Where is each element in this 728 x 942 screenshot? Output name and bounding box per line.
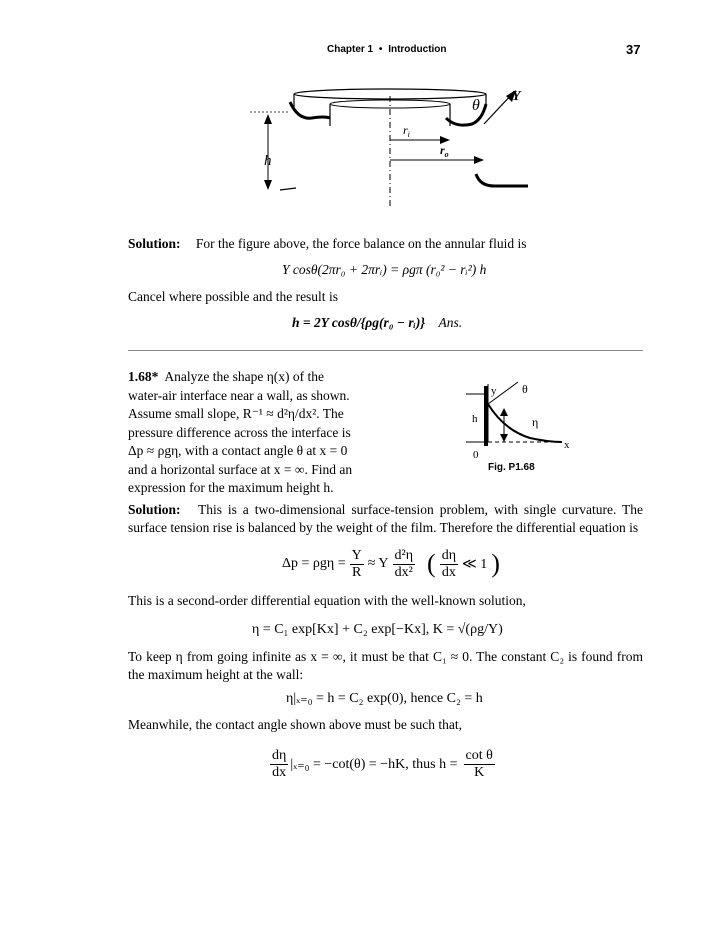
pressure-equation: Δp = ρgη = $\frac{Y}{R}$ ≈ Y $\frac{\text{d²η}}{\text{dx²}}$ ( $\frac{d\eta}{dx}$ ≪ 1 ) xyxy=(282,547,500,580)
wall-height-equation: η|ₓ₌₀ = h = C₂ exp(0), hence C₂ = h xyxy=(286,691,483,706)
h-label: h xyxy=(264,153,272,169)
h-label: h xyxy=(472,413,478,425)
solution2-paragraph: Solution: This is a two-dimensional surface-tension problem, with single curvature. The surface tension rise is balanced by the weight of the film. Therefore the differential equation is xyxy=(128,502,643,535)
force-balance-equation: Y cosθ(2πr₀ + 2πrᵢ) = ρgπ (r₀² − rᵢ²) h xyxy=(282,262,487,277)
cancel-text: Cancel where possible and the result is xyxy=(128,289,338,304)
theta-label: θ xyxy=(472,97,480,114)
solution-label: Solution: xyxy=(128,502,181,517)
contact-angle-text: Meanwhile, the contact angle shown above must be such that, xyxy=(128,717,463,732)
running-header xyxy=(327,44,447,55)
wall-meniscus-figure xyxy=(460,380,580,480)
x-axis-label: x xyxy=(564,439,570,451)
figure-caption: Fig. P1.68 xyxy=(488,462,535,473)
solution-label: Solution: xyxy=(128,236,181,251)
solution-intro-text: This is a second-order differential equation with the well-known solution, xyxy=(128,593,526,608)
theta-label: θ xyxy=(522,382,528,396)
boundary-condition-text: To keep η from going infinite as x = ∞, it must be that C₁ ≈ 0. The constant C₂ is found from the maximum height at the wall: xyxy=(128,649,643,682)
problem-statement: 1.68* Analyze the shape η(x) of the water-air interface near a wall, as shown. Assume small slope, R⁻¹ ≈ d²η/dx². The pressure difference across the interface is Δp ≈ ρgη, with a contact angle θ at x = 0 and a horizontal surface at x = ∞. Find an expression for the maximum height h. xyxy=(128,369,353,495)
eta-label: η xyxy=(532,415,539,429)
contact-angle-equation: $\frac{d\eta}{dx}$ |ₓ₌₀ = −cot(θ) = −hK, thus h = $\frac{\text{cot θ}}{K}$ xyxy=(272,747,493,780)
annulus-figure xyxy=(250,88,540,208)
problem-number: 1.68* xyxy=(128,369,159,384)
chapter-label: Chapter 1 xyxy=(327,44,374,55)
header-bullet: • xyxy=(378,44,383,55)
general-solution-equation: η = C₁ exp[Kx] + C₂ exp[−Kx], K = √(ρg/Y) xyxy=(252,622,503,637)
Y-label: Y xyxy=(512,89,521,104)
section-divider xyxy=(128,350,643,351)
result-equation: h = 2Y cosθ/{ρg(r₀ − rᵢ)} Ans. xyxy=(292,315,463,330)
section-label: Introduction xyxy=(388,44,447,55)
origin-label: 0 xyxy=(473,449,479,461)
page-number: 37 xyxy=(626,42,641,57)
solution1-line xyxy=(128,236,527,252)
solution1-text: For the figure above, the force balance on the annular fluid is xyxy=(195,236,527,251)
ri-label: $r_i$ xyxy=(403,123,410,139)
ro-label: $r_o$ xyxy=(440,143,449,159)
y-axis-label: y xyxy=(491,385,497,397)
